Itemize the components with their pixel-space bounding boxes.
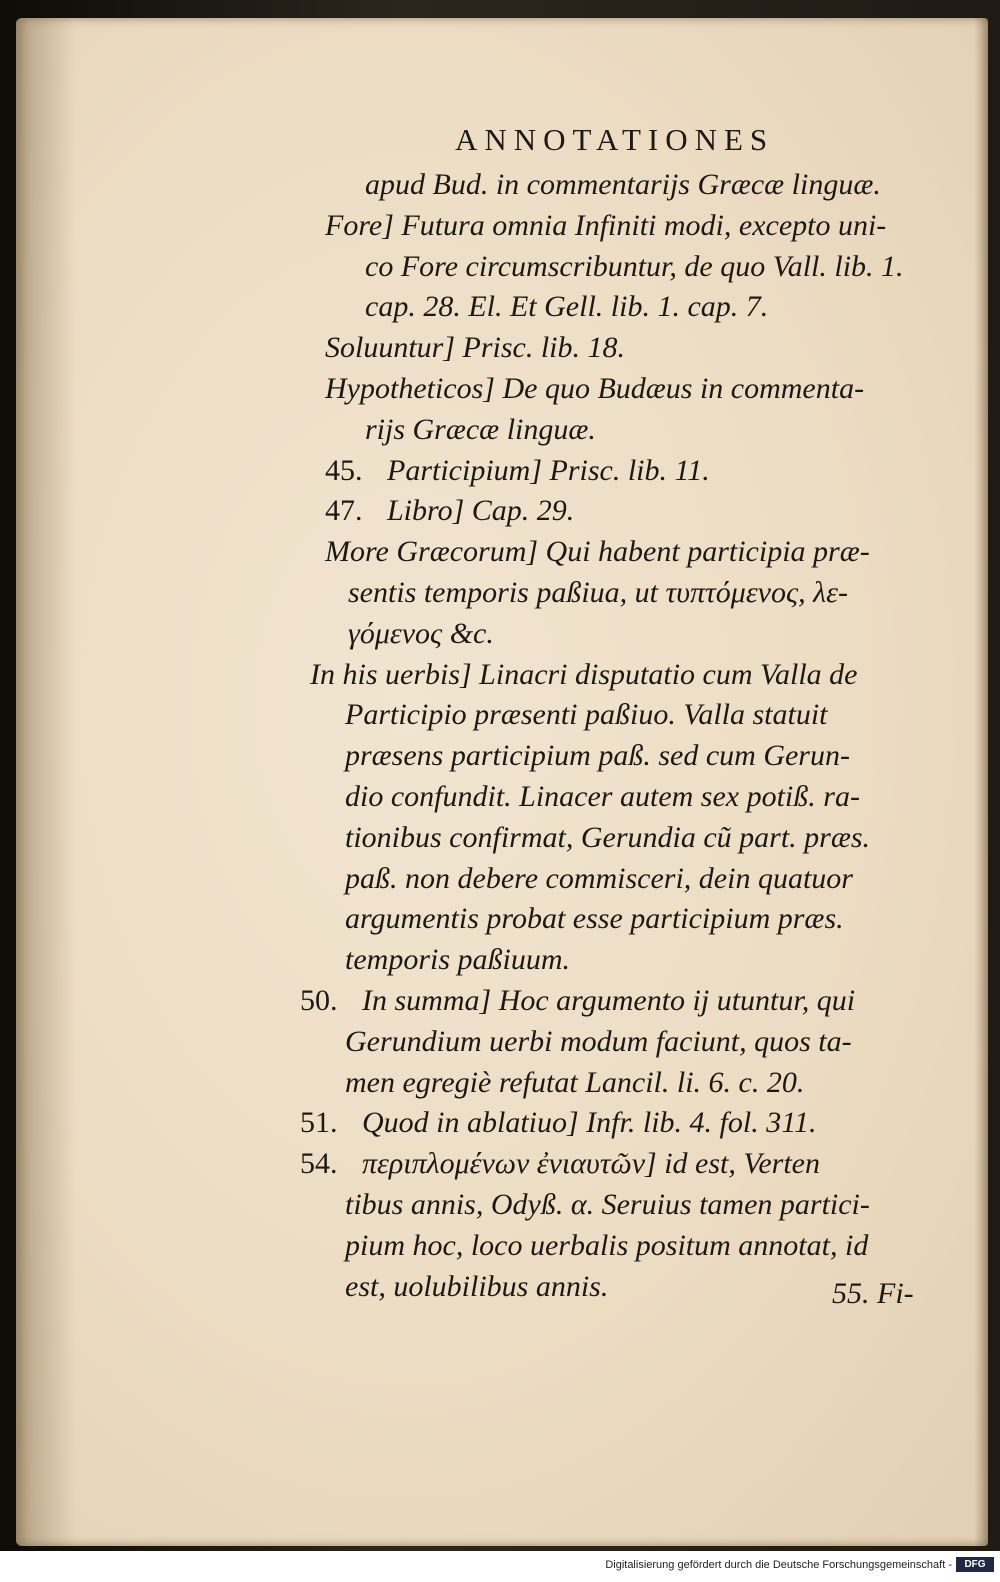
text-line: apud Bud. in commentarijs Græcæ linguæ. — [365, 168, 881, 201]
text-line: Fore] Futura omnia Infiniti modi, excepto uni- — [325, 208, 887, 242]
line-number: 45. — [325, 453, 363, 487]
text-line: 50. In summa] Hoc argumento ij utuntur, qui — [300, 981, 950, 1022]
text-line: tibus annis, Odyß. α. Seruius tamen partici- — [345, 1187, 870, 1221]
page-gutter-shadow — [16, 18, 76, 1546]
funding-credit: Digitalisierung gefördert durch die Deutsche Forschungsgemeinschaft - — [605, 1559, 952, 1571]
dfg-logo: DFG — [956, 1557, 994, 1572]
text-line: pium hoc, loco uerbalis positum annotat, id — [345, 1228, 869, 1262]
text-line: argumentis probat esse participium præs. — [345, 902, 844, 936]
text-line: temporis paßiuum. — [345, 943, 570, 977]
footer-bar — [0, 1551, 1000, 1582]
running-head: ANNOTATIONES — [455, 122, 775, 157]
line-number: 50. — [300, 983, 338, 1017]
line-number: 47. — [325, 494, 363, 528]
text-line: Participio præsenti paßiuo. Valla statuit — [345, 698, 828, 732]
text-line: co Fore circumscribuntur, de quo Vall. lib. 1. — [365, 249, 904, 283]
text-line: præsens participium paß. sed cum Gerun- — [345, 739, 850, 773]
text-line: Hypotheticos] De quo Budæus in commenta- — [325, 371, 865, 405]
text-line: paß. non debere commisceri, dein quatuor — [345, 861, 853, 895]
text-line: dio confundit. Linacer autem sex potiß. ra- — [345, 779, 860, 813]
page-edge-shadow — [974, 18, 988, 1546]
text-line: 54. περιπλομένων ἐνιαυτῶν] id est, Verten — [300, 1144, 950, 1185]
text-line: est, uolubilibus annis. — [345, 1269, 609, 1303]
line-number: 54. — [300, 1147, 338, 1181]
annotation-text — [300, 165, 950, 1307]
text-line: In his uerbis] Linacri disputatio cum Valla de — [310, 657, 858, 691]
text-line: 45. Participium] Prisc. lib. 11. — [300, 451, 950, 492]
text-line: sentis temporis paßiua, ut τυπτόμενος, λε- — [348, 575, 848, 609]
text-line: γόμενος &c. — [348, 616, 494, 650]
text-line: cap. 28. El. Et Gell. lib. 1. cap. 7. — [365, 290, 769, 324]
text-line: rijs Græcæ linguæ. — [365, 412, 596, 446]
line-number: 51. — [300, 1106, 338, 1140]
text-line: Gerundium uerbi modum faciunt, quos ta- — [345, 1024, 852, 1058]
text-line: tionibus confirmat, Gerundia cũ part. præs. — [345, 820, 871, 854]
text-line: Soluuntur] Prisc. lib. 18. — [325, 331, 626, 365]
text-line: 51. Quod in ablatiuo] Infr. lib. 4. fol. 311. — [300, 1103, 950, 1144]
text-line: men egregiè refutat Lancil. li. 6. c. 20. — [345, 1065, 805, 1099]
text-line: 47. Libro] Cap. 29. — [300, 491, 950, 532]
text-line: More Græcorum] Qui habent participia præ- — [325, 535, 870, 569]
catchword: 55. Fi- — [832, 1277, 914, 1310]
